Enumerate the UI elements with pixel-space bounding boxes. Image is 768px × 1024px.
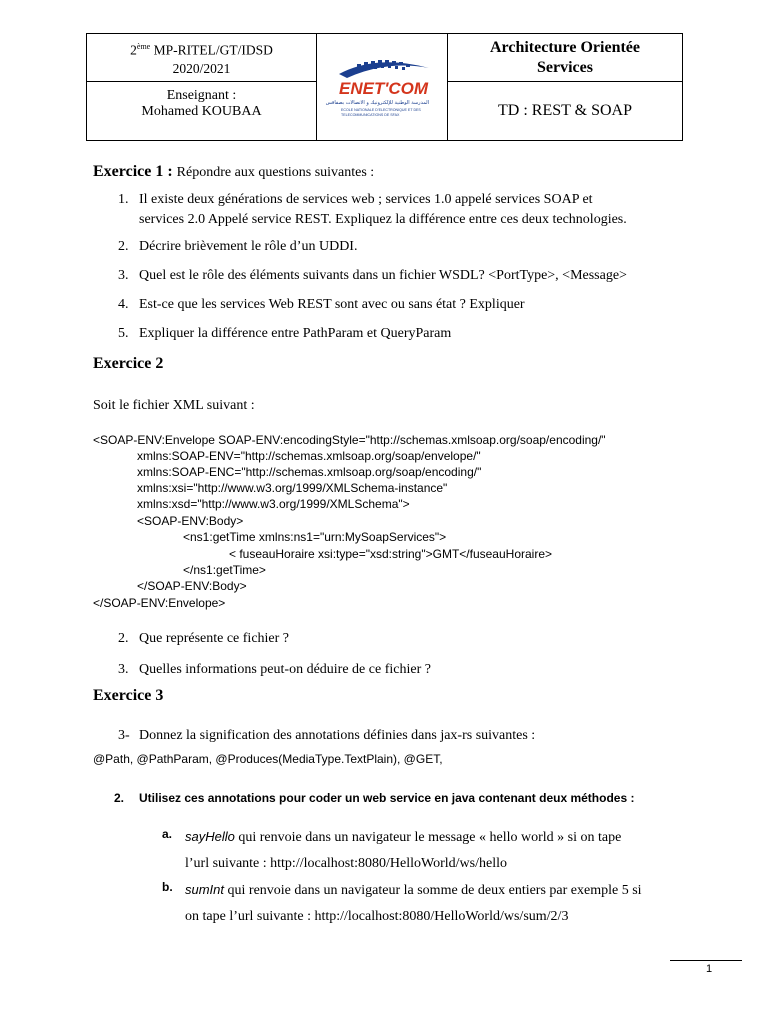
logo-arabic: المدرسة الوطنية للإلكترونيك و الاتصالات بصفاقس: [325, 100, 429, 106]
list-item: [139, 190, 699, 230]
question-3-text: Donnez la signification des annotations définies dans jax-rs suivantes :: [139, 728, 536, 743]
list-item-line: Il existe deux générations de services web ; services 1.0 appelé services SOAP et: [139, 192, 593, 207]
list-number: 3.: [118, 662, 129, 677]
logo-brand: ENET'COM: [339, 79, 429, 98]
course-title-cell: [447, 33, 683, 82]
xml-line: </SOAP-ENV:Envelope>: [93, 596, 226, 610]
xml-line: <SOAP-ENV:Body>: [137, 514, 244, 528]
teacher-cell: [86, 81, 317, 141]
list-number: 1.: [118, 192, 129, 207]
list-item: Quelles informations peut-on déduire de ce fichier ?: [139, 662, 431, 677]
method-a-line: [185, 824, 621, 851]
method-b: [185, 877, 642, 930]
method-name: sayHello: [185, 829, 235, 844]
exercise-1-heading: [93, 163, 374, 181]
list-letter: a.: [162, 827, 173, 841]
xml-line: </SOAP-ENV:Body>: [137, 579, 247, 593]
xml-line: xmlns:SOAP-ENC="http://schemas.xmlsoap.org/soap/encoding/": [137, 465, 482, 479]
list-number: 3-: [118, 728, 130, 743]
academic-year: 2020/2021: [172, 61, 231, 77]
exercise-1-title: Exercice 1 :: [93, 163, 173, 180]
method-name: sumInt: [185, 882, 225, 897]
method-a-url-line: l’url suivante : http://localhost:8080/HelloWorld/ws/hello: [185, 856, 507, 871]
annotation-list: @Path, @PathParam, @Produces(MediaType.TextPlain), @GET,: [93, 752, 443, 766]
list-item: Expliquer la différence entre PathParam et QueryParam: [139, 326, 452, 341]
class-level-cell: [86, 33, 317, 82]
header-table: [86, 33, 683, 141]
exercise-2-title: Exercice 2: [93, 355, 164, 372]
exercise-2-intro: Soit le fichier XML suivant :: [93, 398, 255, 413]
list-item: Est-ce que les services Web REST sont avec ou sans état ? Expliquer: [139, 297, 525, 312]
list-number: 2.: [114, 791, 125, 805]
logo-line2: TELECOMMUNICATIONS DE SFAX: [341, 113, 400, 117]
method-b-url-line: on tape l’url suivante : http://localhost:8080/HelloWorld/ws/sum/2/3: [185, 909, 569, 924]
list-number: 2.: [118, 631, 129, 646]
method-a: [185, 824, 621, 877]
page-number: 1: [706, 963, 713, 975]
footer-rule: [670, 960, 742, 961]
method-b-line: [185, 877, 642, 904]
list-number: 4.: [118, 297, 129, 312]
teacher-name: Mohamed KOUBAA: [141, 104, 262, 119]
question-2-text: Utilisez ces annotations pour coder un web service en java contenant deux méthodes :: [139, 791, 635, 805]
exercise-1-intro: Répondre aux questions suivantes :: [176, 165, 375, 180]
teacher-label: Enseignant :: [166, 88, 237, 103]
list-letter: b.: [162, 880, 173, 894]
course-title: Architecture Orientée Services: [489, 38, 640, 76]
logo-line1: ECOLE NATIONALE D'ELECTRONIQUE ET DES: [341, 108, 421, 112]
list-item: Quel est le rôle des éléments suivants dans un fichier WSDL? <PortType>, <Message>: [139, 268, 627, 283]
exercise-3-title: Exercice 3: [93, 687, 164, 704]
list-item: Décrire brièvement le rôle d’un UDDI.: [139, 239, 358, 254]
td-title: TD : REST & SOAP: [498, 102, 632, 119]
list-item: Que représente ce fichier ?: [139, 631, 290, 646]
xml-line: < fuseauHoraire xsi:type="xsd:string">GMT</fuseauHoraire>: [229, 547, 553, 561]
list-item-line: services 2.0 Appelé service REST. Expliquez la différence entre ces deux technologies.: [139, 212, 627, 227]
xml-line: xmlns:SOAP-ENV="http://schemas.xmlsoap.org/soap/envelope/": [137, 449, 481, 463]
list-number: 3.: [118, 268, 129, 283]
xml-line: xmlns:xsi="http://www.w3.org/1999/XMLSchema-instance": [137, 481, 448, 495]
enetcom-logo: [317, 34, 447, 140]
logo-cell: [316, 33, 448, 141]
td-title-cell: [447, 81, 683, 141]
xml-line: xmlns:xsd="http://www.w3.org/1999/XMLSchema">: [137, 497, 410, 511]
xml-line: <ns1:getTime xmlns:ns1="urn:MySoapServices">: [183, 530, 447, 544]
method-desc: qui renvoie dans un navigateur le message « hello world » si on tape: [234, 830, 622, 845]
list-number: 5.: [118, 326, 129, 341]
list-number: 2.: [118, 239, 129, 254]
xml-line: <SOAP-ENV:Envelope SOAP-ENV:encodingStyle="http://schemas.xmlsoap.org/soap/encoding/": [93, 433, 606, 447]
class-level: 2ème MP-RITEL/GT/IDSD: [130, 41, 273, 58]
xml-line: </ns1:getTime>: [183, 563, 266, 577]
method-desc: qui renvoie dans un navigateur la somme de deux entiers par exemple 5 si: [224, 883, 642, 898]
